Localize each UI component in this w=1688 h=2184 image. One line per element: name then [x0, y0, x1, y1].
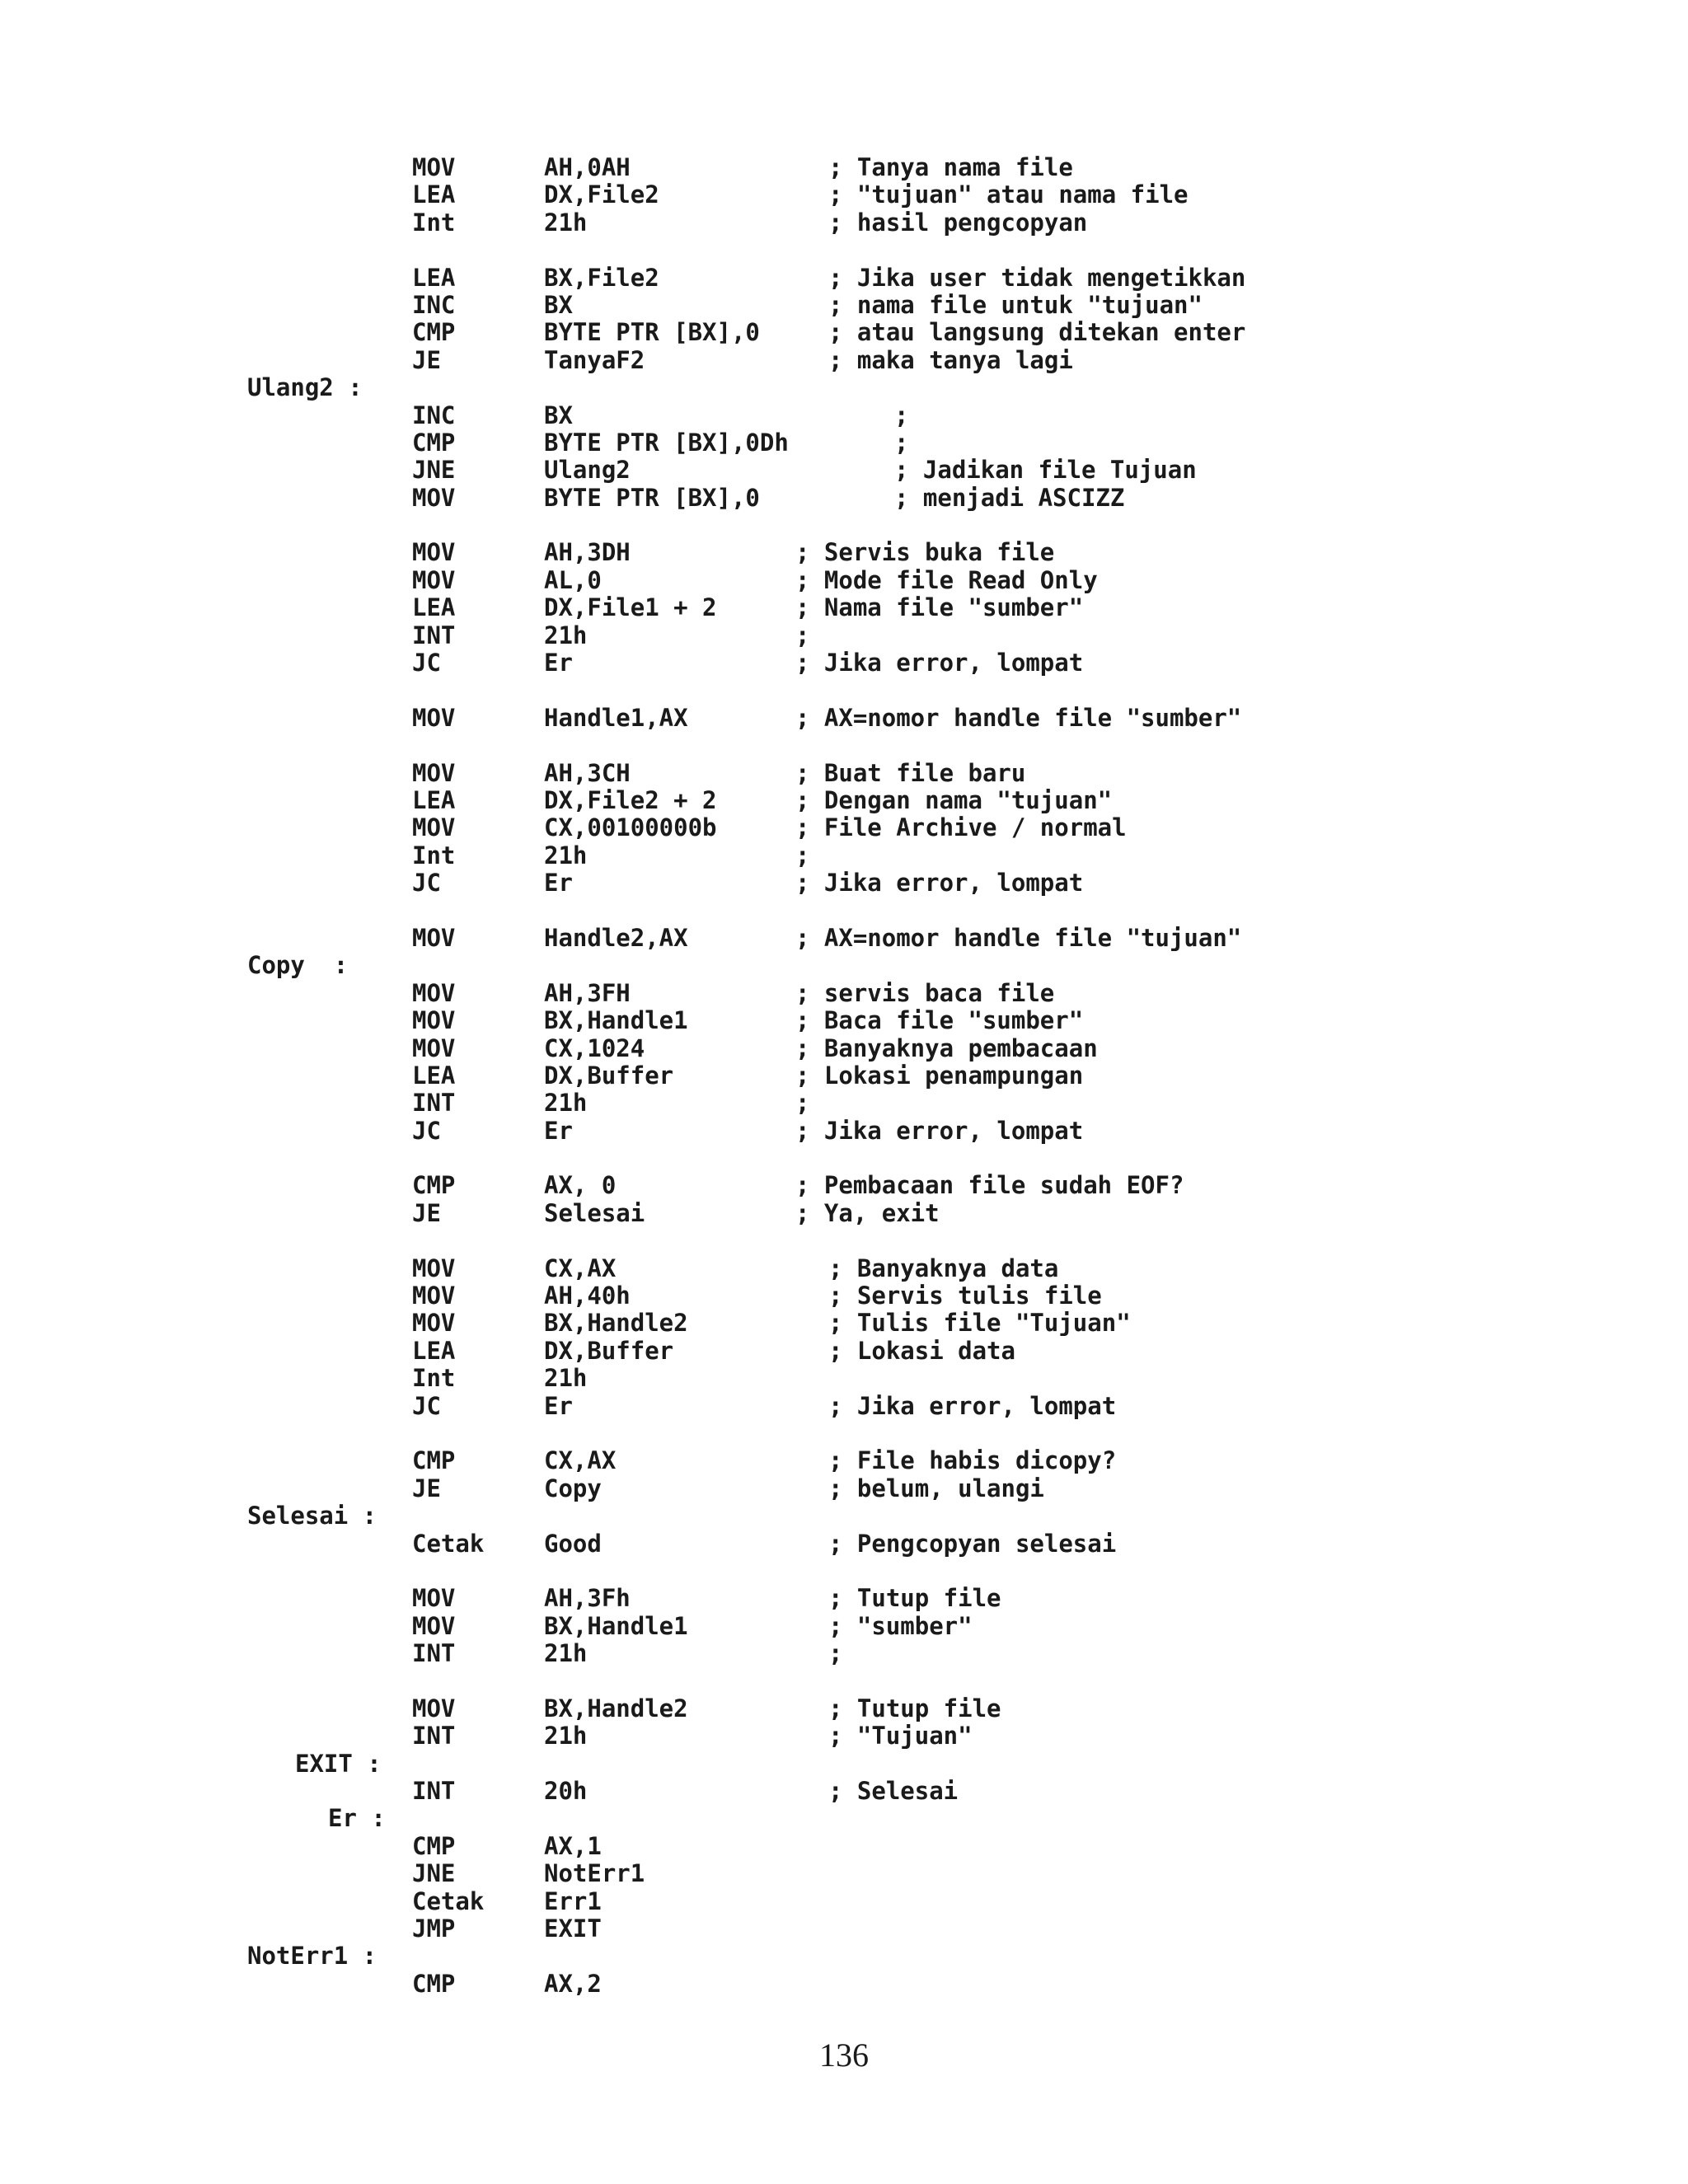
- code-comment: ;: [894, 401, 909, 429]
- code-operands: BX,File2: [544, 263, 659, 292]
- code-instruction-line: [247, 869, 1648, 897]
- code-instruction-line: [247, 760, 1648, 787]
- code-comment: ; "tujuan" atau nama file: [828, 180, 1189, 209]
- code-instruction-line: [247, 787, 1648, 814]
- code-instruction-line: [247, 705, 1648, 732]
- blank-line: [247, 237, 1648, 264]
- code-instruction-line: [247, 1915, 1648, 1943]
- code-instruction-line: [247, 594, 1648, 621]
- code-opcode: CMP: [412, 1171, 456, 1200]
- code-comment: ; Servis tulis file: [828, 1282, 1102, 1310]
- code-instruction-line: [247, 292, 1648, 319]
- code-comment: ; Jika error, lompat: [795, 649, 1084, 677]
- code-opcode: MOV: [412, 703, 456, 732]
- code-comment: ; Buat file baru: [795, 758, 1026, 787]
- code-label-line: [247, 1805, 1648, 1832]
- code-operands: Ulang2: [544, 456, 631, 485]
- code-operands: DX,File1 + 2: [544, 593, 717, 622]
- blank-line: [247, 1227, 1648, 1254]
- code-comment: ; Tanya nama file: [828, 153, 1073, 181]
- page-number: 136: [819, 2036, 869, 2074]
- code-comment: ;: [795, 841, 810, 869]
- code-instruction-line: [247, 1310, 1648, 1337]
- code-instruction-line: [247, 265, 1648, 292]
- code-operands: Er: [544, 1391, 573, 1420]
- code-operands: AH,40h: [544, 1282, 631, 1310]
- code-instruction-line: [247, 1971, 1648, 1998]
- code-comment: ;: [795, 621, 810, 649]
- code-opcode: INT: [412, 1089, 456, 1118]
- code-operands: AH,3DH: [544, 538, 631, 567]
- code-label: Er :: [328, 1804, 386, 1833]
- code-instruction-line: [247, 485, 1648, 512]
- code-comment: ; Ya, exit: [795, 1198, 940, 1227]
- code-comment: ; servis baca file: [795, 978, 1055, 1007]
- code-instruction-line: [247, 1585, 1648, 1612]
- blank-line: [247, 732, 1648, 759]
- blank-line: [247, 1667, 1648, 1694]
- code-opcode: MOV: [412, 1694, 456, 1722]
- code-opcode: JC: [412, 649, 441, 677]
- code-opcode: JE: [412, 345, 441, 374]
- code-comment: ; Tutup file: [828, 1694, 1001, 1722]
- code-instruction-line: [247, 181, 1648, 209]
- code-comment: ; Lokasi data: [828, 1336, 1015, 1365]
- code-opcode: INT: [412, 1639, 456, 1668]
- code-operands: BX,Handle2: [544, 1694, 688, 1722]
- code-opcode: MOV: [412, 1254, 456, 1282]
- code-opcode: JC: [412, 1116, 441, 1145]
- code-opcode: INC: [412, 401, 456, 429]
- code-label-line: [247, 1502, 1648, 1530]
- blank-line: [247, 512, 1648, 539]
- code-instruction-line: [247, 1200, 1648, 1227]
- code-label: Selesai :: [247, 1502, 377, 1530]
- code-operands: AH,0AH: [544, 153, 631, 181]
- code-comment: ; Banyaknya pembacaan: [795, 1033, 1098, 1062]
- code-opcode: MOV: [412, 813, 456, 842]
- code-instruction-line: [247, 1695, 1648, 1722]
- code-instruction-line: [247, 1722, 1648, 1750]
- code-opcode: JMP: [412, 1915, 456, 1943]
- code-instruction-line: [247, 1393, 1648, 1420]
- code-comment: ; Jika error, lompat: [795, 1116, 1084, 1145]
- code-operands: BX,Handle1: [544, 1006, 688, 1035]
- code-opcode: Int: [412, 1364, 456, 1393]
- code-instruction-line: [247, 1640, 1648, 1667]
- code-operands: 21h: [544, 841, 588, 869]
- code-opcode: LEA: [412, 1061, 456, 1090]
- code-operands: BX: [544, 401, 573, 429]
- code-comment: ; Pengcopyan selesai: [828, 1529, 1117, 1558]
- code-operands: BX: [544, 290, 573, 319]
- code-comment: ; Lokasi penampungan: [795, 1061, 1084, 1090]
- code-operands: 21h: [544, 1364, 588, 1393]
- code-operands: NotErr1: [544, 1859, 645, 1888]
- code-comment: ;: [828, 1639, 843, 1668]
- code-instruction-line: [247, 622, 1648, 649]
- code-instruction-line: [247, 1365, 1648, 1392]
- code-comment: ; Baca file "sumber": [795, 1006, 1084, 1035]
- code-instruction-line: [247, 1530, 1648, 1558]
- code-instruction-line: [247, 402, 1648, 429]
- code-label-line: [247, 374, 1648, 401]
- code-operands: 20h: [544, 1777, 588, 1806]
- code-operands: DX,File2: [544, 180, 659, 209]
- code-opcode: CMP: [412, 428, 456, 457]
- code-operands: Er: [544, 649, 573, 677]
- code-instruction-line: [247, 347, 1648, 374]
- code-instruction-line: [247, 457, 1648, 484]
- code-opcode: MOV: [412, 153, 456, 181]
- code-opcode: LEA: [412, 593, 456, 622]
- code-comment: ; Tutup file: [828, 1584, 1001, 1613]
- code-comment: ; Dengan nama "tujuan": [795, 785, 1113, 814]
- code-operands: EXIT: [544, 1915, 602, 1943]
- code-operands: CX,00100000b: [544, 813, 717, 842]
- code-comment: ; Jika user tidak mengetikkan: [828, 263, 1246, 292]
- code-comment: ; "sumber": [828, 1611, 973, 1640]
- code-comment: ; Banyaknya data: [828, 1254, 1059, 1282]
- code-operands: 21h: [544, 1089, 588, 1118]
- code-instruction-line: [247, 319, 1648, 346]
- code-operands: Copy: [544, 1474, 602, 1502]
- code-opcode: JNE: [412, 1859, 456, 1888]
- code-opcode: INT: [412, 621, 456, 649]
- code-operands: AH,3CH: [544, 758, 631, 787]
- code-comment: ; AX=nomor handle file "sumber": [795, 703, 1242, 732]
- code-opcode: LEA: [412, 180, 456, 209]
- code-opcode: Int: [412, 208, 456, 237]
- code-opcode: MOV: [412, 1033, 456, 1062]
- code-operands: Handle2,AX: [544, 923, 688, 952]
- code-operands: Handle1,AX: [544, 703, 688, 732]
- code-instruction-line: [247, 1062, 1648, 1090]
- code-opcode: LEA: [412, 1336, 456, 1365]
- code-comment: ; Pembacaan file sudah EOF?: [795, 1171, 1184, 1200]
- code-comment: ; Jadikan file Tujuan: [894, 456, 1197, 485]
- blank-line: [247, 898, 1648, 925]
- code-opcode: LEA: [412, 785, 456, 814]
- code-instruction-line: [247, 814, 1648, 841]
- code-operands: DX,File2 + 2: [544, 785, 717, 814]
- code-opcode: CMP: [412, 1446, 456, 1475]
- code-opcode: LEA: [412, 263, 456, 292]
- code-instruction-line: [247, 1888, 1648, 1915]
- code-instruction-line: [247, 925, 1648, 952]
- code-label: NotErr1 :: [247, 1942, 377, 1971]
- code-label-line: [247, 952, 1648, 979]
- code-opcode: Cetak: [412, 1886, 485, 1915]
- code-instruction-line: [247, 649, 1648, 677]
- code-operands: BX,Handle1: [544, 1611, 688, 1640]
- code-comment: ; belum, ulangi: [828, 1474, 1044, 1502]
- code-opcode: JC: [412, 869, 441, 898]
- code-operands: CX,1024: [544, 1033, 645, 1062]
- code-operands: 21h: [544, 208, 588, 237]
- code-operands: Good: [544, 1529, 602, 1558]
- code-label: EXIT :: [295, 1749, 382, 1778]
- code-instruction-line: [247, 1778, 1648, 1805]
- code-instruction-line: [247, 1090, 1648, 1117]
- code-operands: DX,Buffer: [544, 1336, 674, 1365]
- code-opcode: MOV: [412, 538, 456, 567]
- code-comment: ; "Tujuan": [828, 1722, 973, 1750]
- code-opcode: Cetak: [412, 1529, 485, 1558]
- code-operands: TanyaF2: [544, 345, 645, 374]
- code-operands: 21h: [544, 1722, 588, 1750]
- code-instruction-line: [247, 209, 1648, 237]
- code-opcode: MOV: [412, 1309, 456, 1338]
- code-comment: ;: [894, 428, 909, 457]
- code-comment: ; Selesai: [828, 1777, 959, 1806]
- code-comment: ; File habis dicopy?: [828, 1446, 1117, 1475]
- code-operands: Err1: [544, 1886, 602, 1915]
- code-opcode: MOV: [412, 1006, 456, 1035]
- code-label-line: [247, 1943, 1648, 1970]
- code-instruction-line: [247, 1338, 1648, 1365]
- code-label: Ulang2 :: [247, 373, 363, 402]
- code-instruction-line: [247, 1282, 1648, 1310]
- code-comment: ; hasil pengcopyan: [828, 208, 1088, 237]
- code-opcode: CMP: [412, 1831, 456, 1860]
- code-instruction-line: [247, 1007, 1648, 1034]
- code-operands: AH,3Fh: [544, 1584, 631, 1613]
- code-comment: ; Jika error, lompat: [795, 869, 1084, 898]
- code-instruction-line: [247, 980, 1648, 1007]
- code-comment: ; atau langsung ditekan enter: [828, 318, 1246, 347]
- code-opcode: MOV: [412, 565, 456, 594]
- code-comment: ; Nama file "sumber": [795, 593, 1084, 622]
- code-opcode: JE: [412, 1474, 441, 1502]
- code-operands: AH,3FH: [544, 978, 631, 1007]
- code-instruction-line: [247, 1475, 1648, 1502]
- code-instruction-line: [247, 1447, 1648, 1474]
- code-comment: ;: [795, 1089, 810, 1118]
- code-instruction-line: [247, 1860, 1648, 1887]
- blank-line: [247, 1420, 1648, 1447]
- code-opcode: CMP: [412, 1969, 456, 1998]
- code-opcode: MOV: [412, 978, 456, 1007]
- code-operands: AX,2: [544, 1969, 602, 1998]
- code-listing: [247, 154, 1648, 1998]
- code-operands: BYTE PTR [BX],0: [544, 318, 760, 347]
- code-instruction-line: [247, 1118, 1648, 1145]
- code-opcode: MOV: [412, 923, 456, 952]
- code-operands: 21h: [544, 1639, 588, 1668]
- code-operands: BX,Handle2: [544, 1309, 688, 1338]
- code-opcode: INC: [412, 290, 456, 319]
- code-label-line: [247, 1750, 1648, 1778]
- code-operands: DX,Buffer: [544, 1061, 674, 1090]
- code-operands: BYTE PTR [BX],0: [544, 483, 760, 512]
- code-instruction-line: [247, 429, 1648, 457]
- code-comment: ; File Archive / normal: [795, 813, 1127, 842]
- code-operands: AX, 0: [544, 1171, 617, 1200]
- code-instruction-line: [247, 1172, 1648, 1199]
- code-operands: BYTE PTR [BX],0Dh: [544, 428, 789, 457]
- code-opcode: JE: [412, 1198, 441, 1227]
- code-comment: ; Tulis file "Tujuan": [828, 1309, 1131, 1338]
- code-instruction-line: [247, 1833, 1648, 1860]
- code-operands: AL,0: [544, 565, 602, 594]
- code-opcode: MOV: [412, 758, 456, 787]
- code-operands: AX,1: [544, 1831, 602, 1860]
- code-opcode: JC: [412, 1391, 441, 1420]
- code-comment: ; nama file untuk "tujuan": [828, 290, 1203, 319]
- code-label: Copy :: [247, 951, 349, 980]
- blank-line: [247, 1145, 1648, 1172]
- code-operands: Selesai: [544, 1198, 645, 1227]
- code-opcode: CMP: [412, 318, 456, 347]
- code-comment: ; menjadi ASCIZZ: [894, 483, 1125, 512]
- code-instruction-line: [247, 539, 1648, 566]
- code-instruction-line: [247, 1255, 1648, 1282]
- code-opcode: MOV: [412, 1282, 456, 1310]
- code-comment: ; Mode file Read Only: [795, 565, 1098, 594]
- code-instruction-line: [247, 842, 1648, 869]
- code-operands: 21h: [544, 621, 588, 649]
- code-comment: ; AX=nomor handle file "tujuan": [795, 923, 1242, 952]
- code-opcode: INT: [412, 1777, 456, 1806]
- code-instruction-line: [247, 567, 1648, 594]
- code-opcode: MOV: [412, 1611, 456, 1640]
- code-comment: ; Jika error, lompat: [828, 1391, 1117, 1420]
- code-opcode: MOV: [412, 483, 456, 512]
- code-opcode: MOV: [412, 1584, 456, 1613]
- code-opcode: INT: [412, 1722, 456, 1750]
- code-operands: Er: [544, 1116, 573, 1145]
- code-operands: CX,AX: [544, 1254, 617, 1282]
- blank-line: [247, 1558, 1648, 1585]
- code-comment: ; maka tanya lagi: [828, 345, 1073, 374]
- code-opcode: Int: [412, 841, 456, 869]
- code-instruction-line: [247, 1035, 1648, 1062]
- code-comment: ; Servis buka file: [795, 538, 1055, 567]
- code-instruction-line: [247, 154, 1648, 181]
- code-operands: Er: [544, 869, 573, 898]
- code-instruction-line: [247, 1613, 1648, 1640]
- blank-line: [247, 677, 1648, 704]
- code-operands: CX,AX: [544, 1446, 617, 1475]
- code-opcode: JNE: [412, 456, 456, 485]
